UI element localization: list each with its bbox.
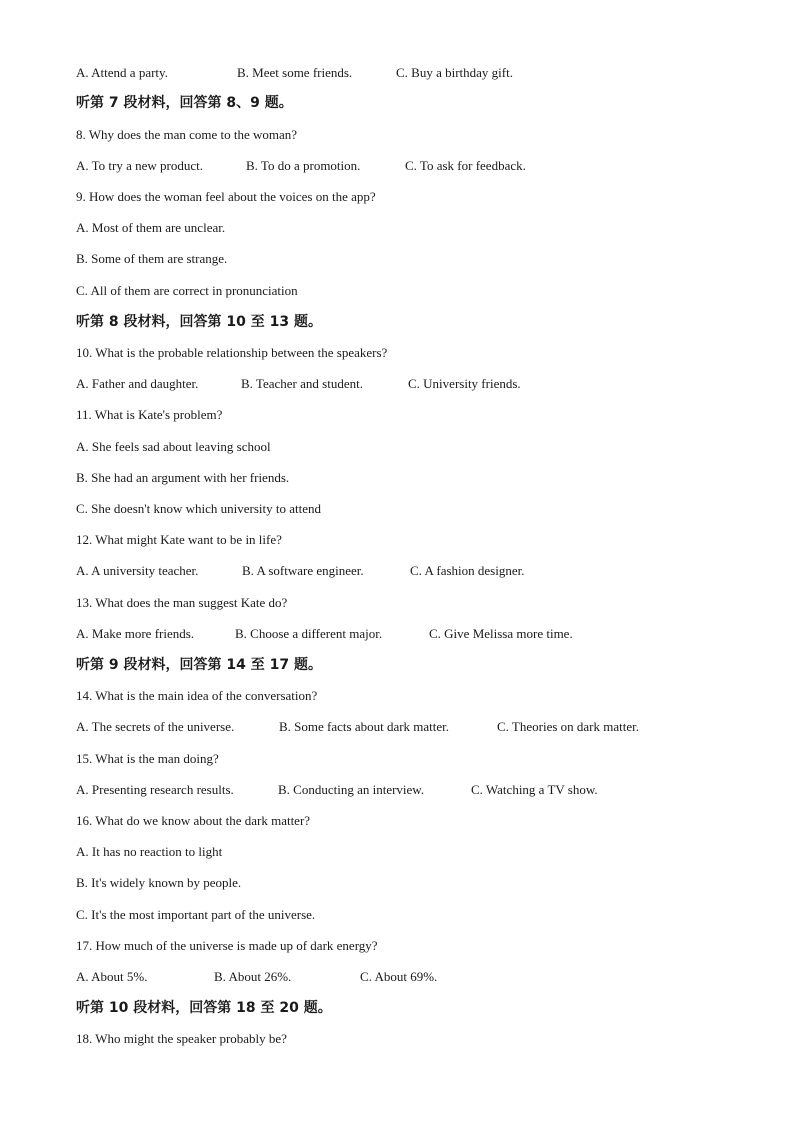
q11-question: 11. What is Kate's problem? <box>76 407 223 422</box>
q17-option-b: B. About 26%. <box>214 969 292 984</box>
q12-option-b: B. A software engineer. <box>242 563 364 578</box>
q14-question: 14. What is the main idea of the conversation? <box>76 688 318 703</box>
q10-option-b: B. Teacher and student. <box>241 376 363 391</box>
q16-option-a: A. It has no reaction to light <box>76 844 223 859</box>
q15-option-b: B. Conducting an interview. <box>278 782 425 797</box>
q10-option-a: A. Father and daughter. <box>76 376 199 391</box>
q8-option-b: B. To do a promotion. <box>246 158 361 173</box>
q15-option-c: C. Watching a TV show. <box>471 782 598 797</box>
q7-option-b: B. Meet some friends. <box>237 65 353 80</box>
q7-option-c: C. Buy a birthday gift. <box>396 65 513 80</box>
q13-option-c: C. Give Melissa more time. <box>429 626 573 641</box>
section-8-heading: 听第 8 段材料，回答第 10 至 13 题。 <box>76 314 322 330</box>
q15-question: 15. What is the man doing? <box>76 751 219 766</box>
q17-question: 17. How much of the universe is made up of dark energy? <box>76 938 378 953</box>
q8-option-a: A. To try a new product. <box>76 158 204 173</box>
q16-option-c: C. It's the most important part of the universe. <box>76 907 316 922</box>
q7-option-a: A. Attend a party. <box>76 65 168 80</box>
q9-option-b: B. Some of them are strange. <box>76 251 228 266</box>
q10-question: 10. What is the probable relationship between the speakers? <box>76 345 388 360</box>
section-9-heading: 听第 9 段材料，回答第 14 至 17 题。 <box>76 657 322 673</box>
section-7-heading: 听第 7 段材料，回答第 8、9 题。 <box>76 95 293 111</box>
q18-question: 18. Who might the speaker probably be? <box>76 1031 287 1046</box>
q16-option-b: B. It's widely known by people. <box>76 875 242 890</box>
q17-option-c: C. About 69%. <box>360 969 438 984</box>
q14-option-a: A. The secrets of the universe. <box>76 719 235 734</box>
q13-option-a: A. Make more friends. <box>76 626 195 641</box>
q11-option-a: A. She feels sad about leaving school <box>76 439 271 454</box>
q15-option-a: A. Presenting research results. <box>76 782 234 797</box>
q12-question: 12. What might Kate want to be in life? <box>76 532 282 547</box>
q16-question: 16. What do we know about the dark matter? <box>76 813 311 828</box>
q12-option-a: A. A university teacher. <box>76 563 199 578</box>
q17-option-a: A. About 5%. <box>76 969 148 984</box>
q8-question: 8. Why does the man come to the woman? <box>76 127 298 142</box>
q11-option-c: C. She doesn't know which university to attend <box>76 501 321 516</box>
q10-option-c: C. University friends. <box>408 376 521 391</box>
q9-option-a: A. Most of them are unclear. <box>76 220 226 235</box>
section-10-heading: 听第 10 段材料，回答第 18 至 20 题。 <box>76 1000 332 1016</box>
q9-question: 9. How does the woman feel about the voices on the app? <box>76 189 376 204</box>
q11-option-b: B. She had an argument with her friends. <box>76 470 290 485</box>
q13-option-b: B. Choose a different major. <box>235 626 383 641</box>
q14-option-b: B. Some facts about dark matter. <box>279 719 450 734</box>
q14-option-c: C. Theories on dark matter. <box>497 719 640 734</box>
q12-option-c: C. A fashion designer. <box>410 563 525 578</box>
q9-option-c: C. All of them are correct in pronunciation <box>76 283 298 298</box>
q13-question: 13. What does the man suggest Kate do? <box>76 595 288 610</box>
q8-option-c: C. To ask for feedback. <box>405 158 526 173</box>
